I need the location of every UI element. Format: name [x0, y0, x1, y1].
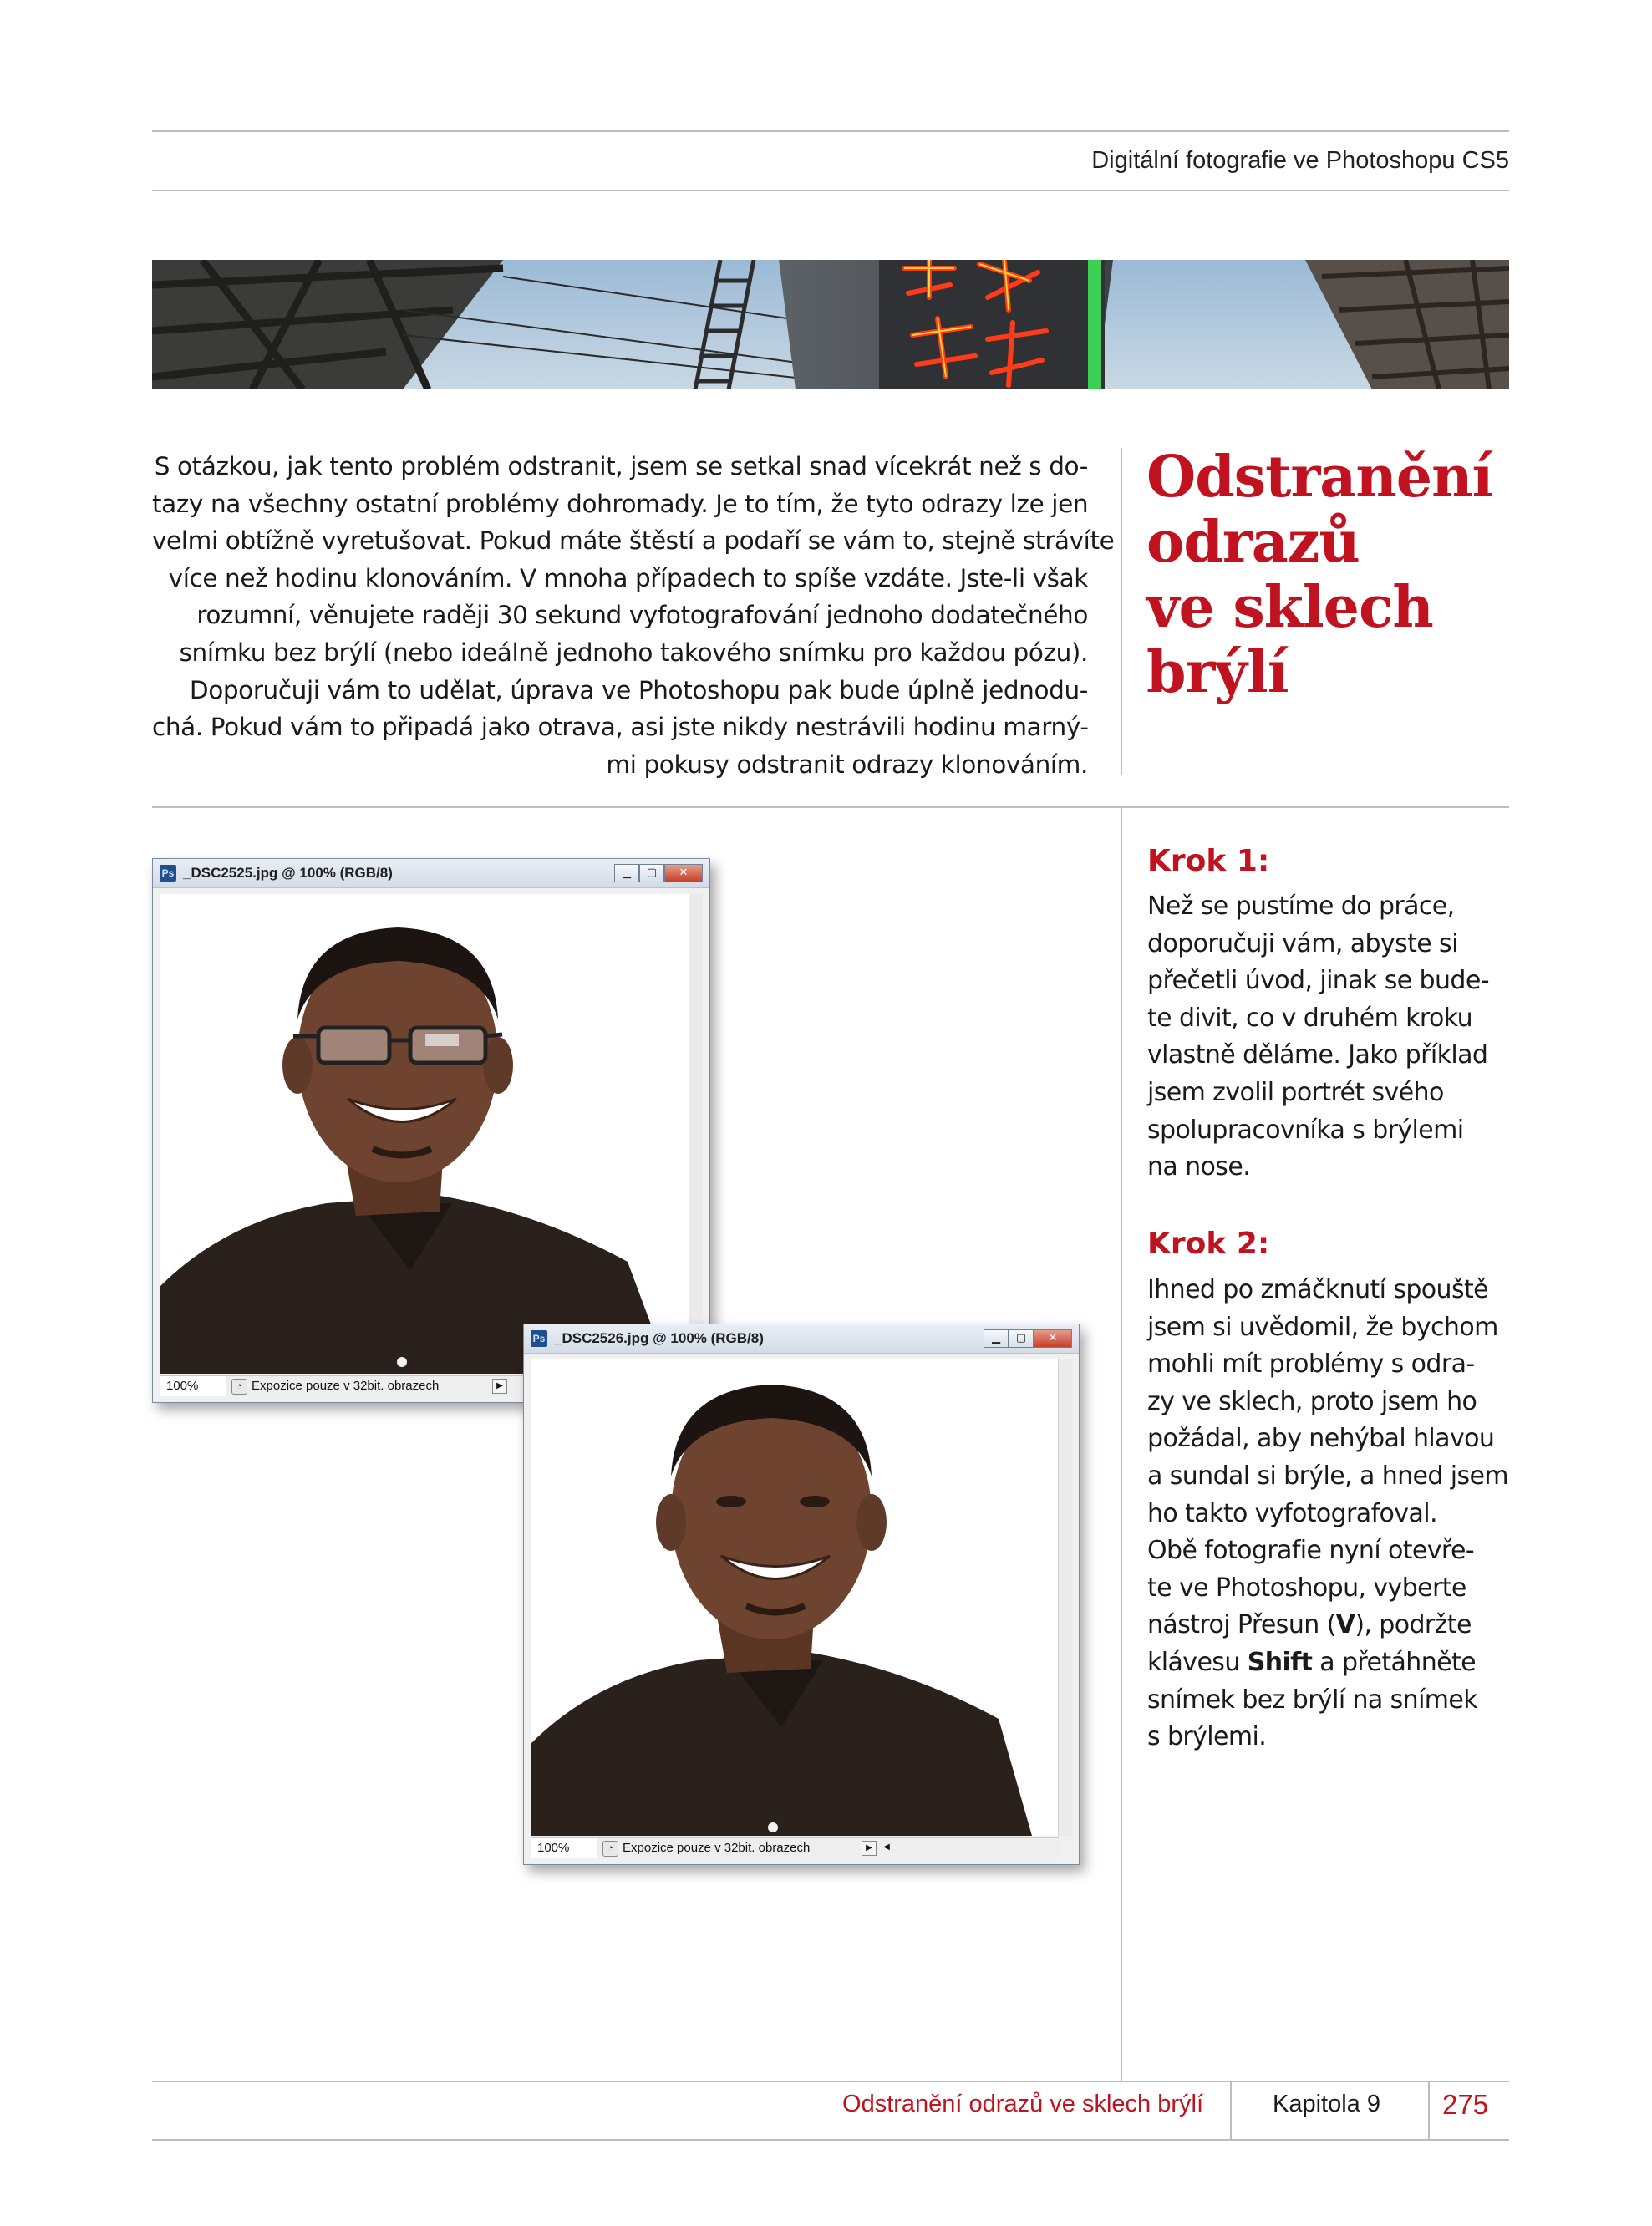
intro-line: snímku bez brýlí (nebo ideálně jednoho takového snímku pro každou pózu).: [179, 638, 1088, 667]
intro-line: Doporučuji vám to udělat, úprava ve Photoshopu pak bude úplně jednodu-: [189, 675, 1088, 704]
close-button[interactable]: ✕: [664, 864, 703, 882]
intro-line: rozumní, věnujete raději 30 sekund vyfotografování jednoho dodatečného: [196, 601, 1088, 630]
footer-divider: [1428, 2081, 1430, 2139]
step-2-line: klávesu Shift a přetáhněte: [1147, 1647, 1477, 1677]
content-rule: [152, 806, 1509, 808]
intro-line: více než hodinu klonováním. V mnoha případech to spíše vzdáte. Jste-li však: [168, 563, 1088, 592]
intro-line: mi pokusy odstranit odrazy klonováním.: [606, 750, 1088, 779]
window-statusbar: [531, 1837, 1059, 1858]
step-1-line: spolupracovníka s brýlemi: [1147, 1115, 1464, 1145]
section-title-line: odrazů: [1146, 509, 1360, 576]
status-text: Expozice pouze v 32bit. obrazech: [252, 1379, 440, 1393]
image-canvas[interactable]: [160, 894, 689, 1374]
step-1-line: na nose.: [1147, 1152, 1251, 1182]
footer-divider: [1230, 2081, 1232, 2139]
section-title-line: Odstranění: [1146, 444, 1493, 511]
intro-line: S otázkou, jak tento problém odstranit, jsem se setkal snad vícekrát než s do-: [154, 452, 1088, 480]
close-button[interactable]: ✕: [1034, 1329, 1072, 1348]
column-divider: [1121, 448, 1122, 775]
portrait-with-glasses: [160, 894, 689, 1374]
section-title-line: ve sklech: [1146, 574, 1433, 641]
section-title-line: brýlí: [1146, 639, 1289, 706]
step-2-line: snímek bez brýlí na snímek: [1147, 1685, 1478, 1715]
photoshop-window-dsc2526[interactable]: [523, 1324, 1080, 1865]
step-2-heading: Krok 2:: [1147, 1227, 1270, 1261]
step-1-line: přečetli úvod, jinak se bude-: [1147, 966, 1489, 996]
step-1-line: Než se pustíme do práce,: [1147, 892, 1455, 921]
column-divider-lower: [1121, 807, 1122, 2081]
photoshop-app-icon: Ps: [160, 865, 176, 882]
step-1-body: [1147, 888, 1489, 1187]
step-1-heading: Krok 1:: [1147, 844, 1270, 878]
scroll-left-arrow-icon[interactable]: ◀: [883, 1842, 890, 1852]
step-2-line: te ve Photoshopu, vyberte: [1147, 1573, 1466, 1603]
photoshop-app-icon: Ps: [531, 1330, 547, 1347]
step-2-line: ho takto vyfotografoval.: [1147, 1498, 1437, 1528]
status-menu-arrow-icon[interactable]: ▶: [492, 1379, 507, 1394]
footer-rule-bottom: [152, 2139, 1509, 2141]
step-1-line: doporučuji vám, abyste si: [1147, 928, 1458, 958]
status-info-icon[interactable]: ◔: [231, 1379, 247, 1395]
image-canvas[interactable]: [531, 1359, 1059, 1836]
minimize-button[interactable]: ▁: [614, 864, 639, 882]
step-2-line: jsem si uvědomil, že bychom: [1147, 1312, 1498, 1342]
key-v: V: [1335, 1610, 1355, 1640]
window-titlebar[interactable]: [153, 859, 709, 888]
key-shift: Shift: [1247, 1647, 1313, 1677]
vertical-scrollbar[interactable]: [689, 894, 703, 1374]
header-book-title: Digitální fotografie ve Photoshopu CS5: [1091, 147, 1509, 174]
step-2-line: nástroj Přesun (V), podržte: [1147, 1610, 1472, 1640]
intro-paragraph: [152, 448, 1115, 783]
status-text: Expozice pouze v 32bit. obrazech: [623, 1841, 811, 1855]
neon-sign-banner-photo: [152, 260, 1509, 389]
step-2-line: požádal, aby nehýbal hlavou: [1147, 1424, 1495, 1454]
step-2-line: Ihned po zmáčknutí spouště: [1147, 1275, 1489, 1304]
footer-chapter-title: Odstranění odrazů ve sklech brýlí: [842, 2091, 1203, 2117]
vertical-scrollbar[interactable]: [1058, 1359, 1072, 1836]
window-title: _DSC2526.jpg @ 100% (RGB/8): [554, 1330, 764, 1346]
step-2-line: a sundal si brýle, a hned jsem: [1147, 1461, 1509, 1491]
page-number: 275: [1442, 2089, 1489, 2120]
portrait-without-glasses: [531, 1359, 1059, 1836]
minimize-button[interactable]: ▁: [984, 1329, 1009, 1348]
banner-photo: [152, 260, 1509, 389]
step-1-line: jsem zvolil portrét svého: [1147, 1077, 1444, 1107]
intro-line: chá. Pokud vám to připadá jako otrava, asi jste nikdy nestrávili hodinu marný-: [152, 713, 1089, 742]
step-1-line: te divit, co v druhém kroku: [1147, 1003, 1473, 1033]
step-2-line: mohli mít problémy s odra-: [1147, 1349, 1475, 1380]
step-2-body: [1147, 1272, 1508, 1756]
photoshop-window-dsc2525[interactable]: [152, 858, 710, 1403]
footer-rule-top: [152, 2081, 1509, 2082]
zoom-level-field[interactable]: 100%: [531, 1838, 597, 1858]
footer-chapter: Kapitola 9: [1273, 2091, 1380, 2117]
intro-line: velmi obtížně vyretušovat. Pokud máte štěstí a podaří se vám to, stejně strávíte: [152, 526, 1115, 556]
step-1-line: vlastně děláme. Jako příklad: [1147, 1040, 1488, 1070]
maximize-button[interactable]: ▢: [1009, 1329, 1034, 1348]
section-title: [1146, 445, 1492, 705]
window-title: _DSC2525.jpg @ 100% (RGB/8): [183, 865, 393, 881]
step-2-line: s brýlemi.: [1147, 1722, 1267, 1752]
intro-line: tazy na všechny ostatní problémy dohromady. Je to tím, že tyto odrazy lze jen: [152, 489, 1089, 518]
step-2-line: zy ve sklech, proto jsem ho: [1147, 1386, 1477, 1416]
status-menu-arrow-icon[interactable]: ▶: [862, 1841, 877, 1856]
header-rule-bottom: [152, 190, 1509, 191]
window-titlebar[interactable]: [524, 1324, 1079, 1354]
status-info-icon[interactable]: ◔: [602, 1841, 618, 1857]
zoom-level-field[interactable]: 100%: [160, 1376, 226, 1396]
maximize-button[interactable]: ▢: [639, 864, 664, 882]
header-rule-top: [152, 130, 1509, 132]
step-2-line: Obě fotografie nyní otevře-: [1147, 1536, 1475, 1566]
